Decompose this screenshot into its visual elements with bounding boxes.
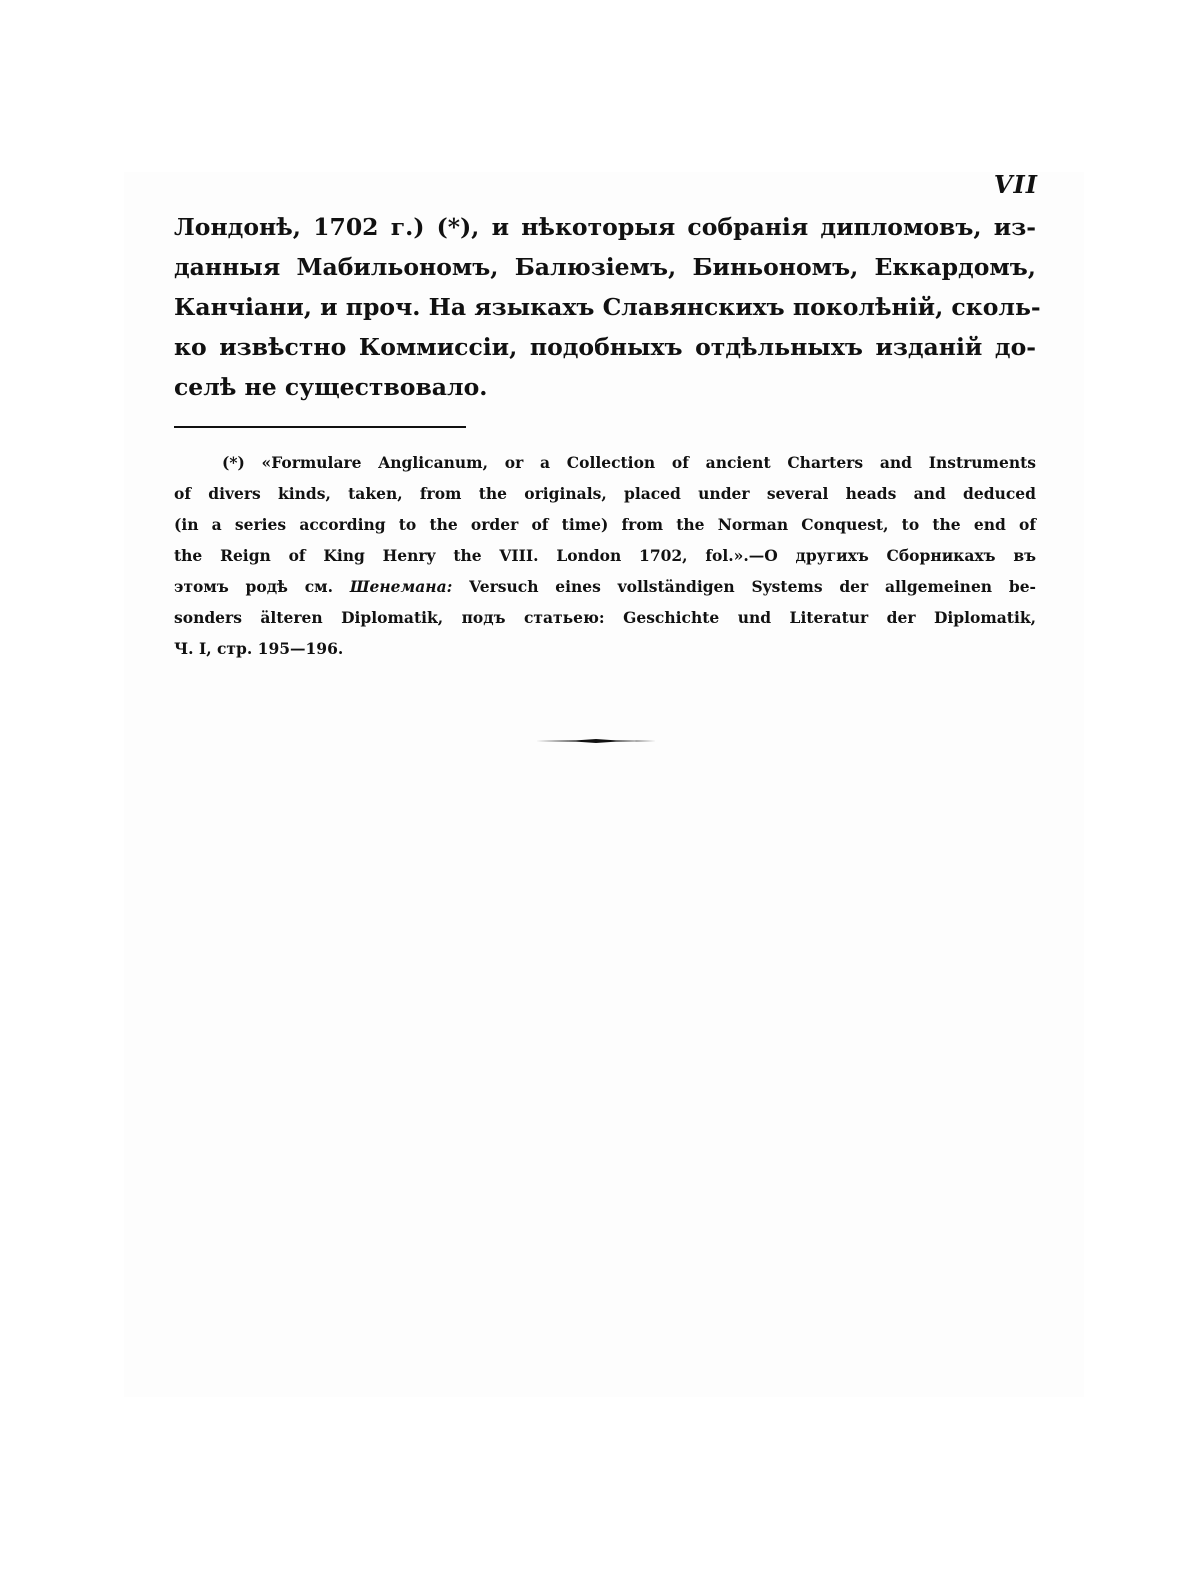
footnote-text: Versuch eines vollständigen Systems der allgemeinen be- (469, 577, 1036, 596)
main-paragraph (174, 207, 1041, 407)
footnote-line: the Reign of King Henry the VIII. London 1702, fol.».—О другихъ Сборникахъ въ (174, 546, 1036, 565)
footnote-line: of divers kinds, taken, from the originals, placed under several heads and deduced (174, 484, 1036, 503)
main-text-line: ко извѣстно Коммиссіи, подобныхъ отдѣльныхъ изданій до- (174, 333, 1036, 361)
footnote-line (174, 571, 1036, 602)
footnote-line (174, 447, 1036, 478)
footnote-line: sonders älteren Diplomatik, подъ статьею: Geschichte und Literatur der Diplomatik, (174, 608, 1036, 627)
footnote-marker: (*) (222, 453, 245, 472)
footnote-line: Ч. I, стр. 195—196. (174, 639, 344, 658)
main-text-line: селѣ не существовало. (174, 373, 488, 401)
footnote-author-name: Шенемана: (349, 577, 453, 596)
page-number: VII (993, 170, 1038, 199)
end-ornament-rule (536, 738, 656, 744)
main-text-line: Лондонѣ, 1702 г.) (*), и нѣкоторыя собранія дипломовъ, из- (174, 213, 1036, 241)
footnote (174, 447, 1036, 664)
main-text-line: Канчіани, и проч. На языкахъ Славянскихъ поколѣній, сколь- (174, 293, 1041, 321)
footnote-text: этомъ родѣ см. (174, 577, 334, 596)
footnote-text: «Formulare Anglicanum, or a Collection of ancient Charters and Instruments (261, 453, 1036, 472)
main-text-line: данныя Мабильономъ, Балюзіемъ, Биньономъ, Еккардомъ, (174, 253, 1036, 281)
footnote-separator-rule (174, 426, 466, 428)
footnote-line: (in a series according to the order of time) from the Norman Conquest, to the end of (174, 515, 1036, 534)
